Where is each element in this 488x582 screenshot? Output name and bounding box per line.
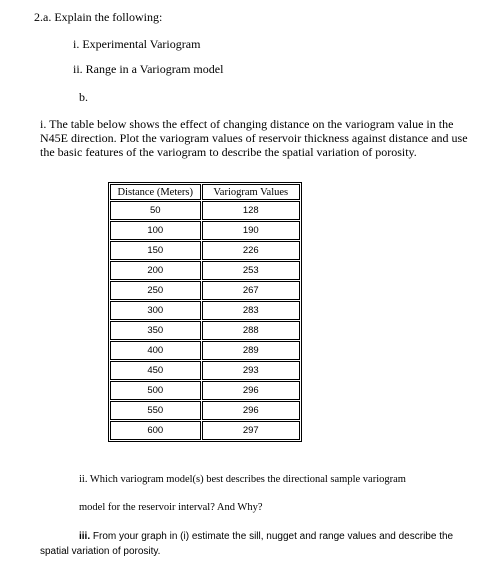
variogram-cell: 190 [202, 221, 301, 240]
part-b-i-text: i. The table below shows the effect of changing distance on the variogram value in the N45E direction. Plot the variogram values of reservoir thickness against distance and use the basic features of the variogram to describe the spatial variation of porosity. [40, 117, 468, 159]
table-row [110, 281, 300, 300]
part-b-ii-line1: ii. Which variogram model(s) best describes the directional sample variogram [79, 474, 406, 485]
column-header-distance: Distance (Meters) [110, 184, 201, 200]
distance-cell: 600 [110, 421, 201, 440]
table-row [110, 401, 300, 420]
variogram-cell: 293 [202, 361, 301, 380]
part-b-iii-text: From your graph in (i) estimate the sill, nugget and range values and describe the [90, 531, 454, 542]
variogram-cell: 128 [202, 201, 301, 220]
item-range-variogram: ii. Range in a Variogram model [73, 62, 224, 76]
part-b-label: b. [79, 90, 88, 104]
question-heading: 2.a. Explain the following: [34, 10, 163, 24]
variogram-cell: 297 [202, 421, 301, 440]
part-b-iii-line2: spatial variation of porosity. [40, 546, 161, 557]
variogram-cell: 226 [202, 241, 301, 260]
column-header-variogram: Variogram Values [202, 184, 301, 200]
table-row [110, 361, 300, 380]
distance-cell: 100 [110, 221, 201, 240]
table-row [110, 341, 300, 360]
distance-cell: 200 [110, 261, 201, 280]
table-row [110, 201, 300, 220]
table-header-row [110, 184, 300, 200]
variogram-cell: 283 [202, 301, 301, 320]
distance-cell: 450 [110, 361, 201, 380]
distance-cell: 400 [110, 341, 201, 360]
distance-cell: 50 [110, 201, 201, 220]
distance-cell: 350 [110, 321, 201, 340]
variogram-cell: 288 [202, 321, 301, 340]
variogram-cell: 296 [202, 381, 301, 400]
variogram-table [108, 182, 302, 442]
distance-cell: 500 [110, 381, 201, 400]
table-row [110, 421, 300, 440]
table-row [110, 241, 300, 260]
part-b-iii-line1 [79, 531, 453, 543]
table-row [110, 221, 300, 240]
part-b-ii-line2: model for the reservoir interval? And Why? [79, 502, 263, 513]
table-row [110, 261, 300, 280]
distance-cell: 150 [110, 241, 201, 260]
variogram-cell: 289 [202, 341, 301, 360]
table-row [110, 381, 300, 400]
table-row [110, 301, 300, 320]
item-experimental-variogram: i. Experimental Variogram [73, 37, 201, 51]
variogram-cell: 267 [202, 281, 301, 300]
variogram-table-container [108, 182, 302, 442]
distance-cell: 250 [110, 281, 201, 300]
part-b-iii-label: iii. [79, 531, 91, 542]
distance-cell: 550 [110, 401, 201, 420]
distance-cell: 300 [110, 301, 201, 320]
variogram-cell: 253 [202, 261, 301, 280]
variogram-cell: 296 [202, 401, 301, 420]
table-row [110, 321, 300, 340]
